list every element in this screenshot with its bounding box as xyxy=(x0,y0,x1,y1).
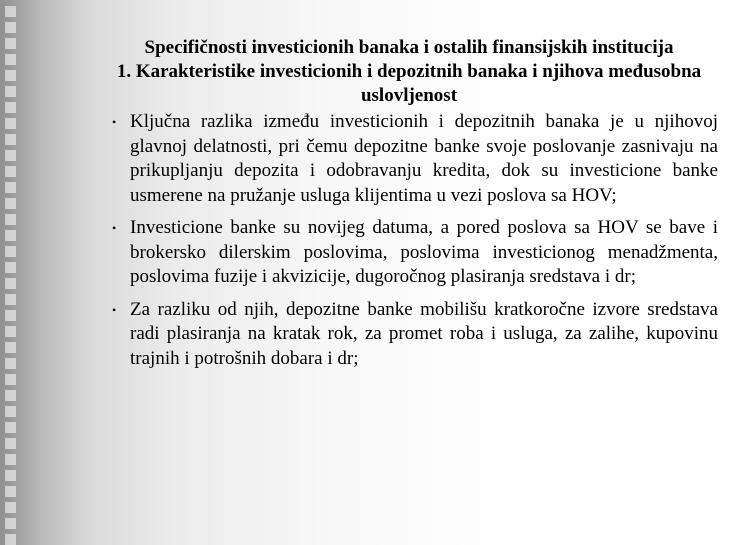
decorative-square xyxy=(5,406,16,417)
bullet-text: Investicione banke su novijeg datuma, a pored poslova sa HOV se bave i brokersko dilerskim poslovima, poslovima investicionog menadžmenta, poslovima fuzije i akvizicije, dugoročnog plasiranja sredstava i dr; xyxy=(130,217,718,287)
bullet-text: Ključna razlika između investicionih i depozitnih banaka je u njihovoj glavnoj delatnosti, pri čemu depozitne banke svoje poslovanje zasnivaju na prikupljanju depozita i odobravanju kredita, dok su investicione banke usmerene na pružanje usluga klijentima u vezi poslova sa HOV; xyxy=(130,111,718,206)
slide-title: Specifičnosti investicionih banaka i ostalih finansijskih institucija xyxy=(144,37,674,58)
decorative-square xyxy=(5,38,16,49)
decorative-square xyxy=(5,438,16,449)
decorative-square xyxy=(5,134,16,145)
decorative-square xyxy=(5,278,16,289)
decorative-square xyxy=(5,422,16,433)
decorative-square xyxy=(5,374,16,385)
decorative-square xyxy=(5,150,16,161)
slide-content xyxy=(100,36,718,379)
decorative-square xyxy=(5,486,16,497)
decorative-square xyxy=(5,86,16,97)
decorative-square xyxy=(5,518,16,529)
bullet-text: Za razliku od njih, depozitne banke mobilišu kratkoročne izvore sredstava radi plasiranja na kratak rok, za promet roba i usluga, za zalihe, kupovinu trajnih i potrošnih dobara i dr; xyxy=(130,298,718,369)
decorative-square xyxy=(5,342,16,353)
decorative-square xyxy=(5,182,16,193)
decorative-square xyxy=(5,294,16,305)
bullet-icon: • xyxy=(112,115,117,129)
decorative-square-strip xyxy=(0,0,22,540)
decorative-square xyxy=(5,166,16,177)
decorative-square xyxy=(5,6,16,17)
decorative-square xyxy=(5,118,16,129)
decorative-square xyxy=(5,230,16,241)
decorative-square xyxy=(5,326,16,337)
decorative-square xyxy=(5,70,16,81)
bullet-item xyxy=(100,110,718,208)
decorative-square xyxy=(5,390,16,401)
decorative-square xyxy=(5,502,16,513)
decorative-square xyxy=(5,262,16,273)
bullet-icon: • xyxy=(112,221,117,235)
decorative-square xyxy=(5,310,16,321)
decorative-square xyxy=(5,22,16,33)
decorative-square xyxy=(5,470,16,481)
decorative-square xyxy=(5,198,16,209)
decorative-square xyxy=(5,54,16,65)
section-heading: 1. Karakteristike investicionih i depozitnih banaka i njihova međusobna uslovljenost xyxy=(116,61,702,106)
bullet-icon: • xyxy=(112,302,117,317)
bullet-list xyxy=(100,110,718,371)
bullet-item xyxy=(100,216,718,290)
decorative-square xyxy=(5,246,16,257)
bullet-item xyxy=(100,298,718,372)
decorative-square xyxy=(5,102,16,113)
decorative-square xyxy=(5,214,16,225)
decorative-square xyxy=(5,358,16,369)
decorative-square xyxy=(5,454,16,465)
